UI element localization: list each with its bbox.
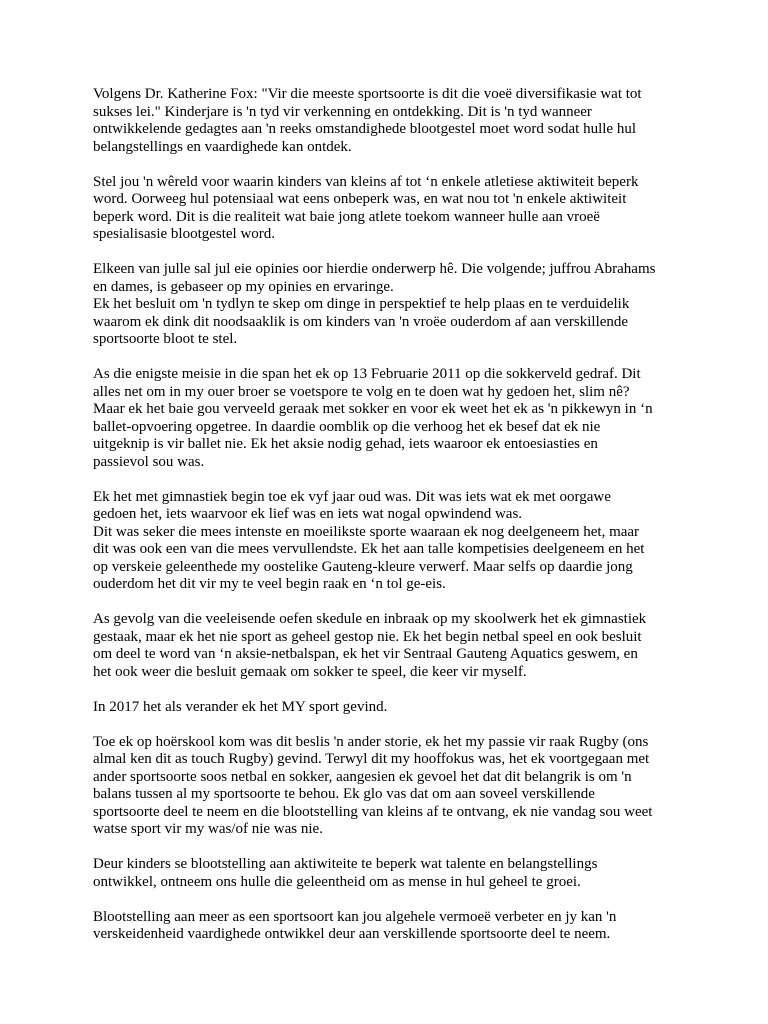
text-line: ouderdom het dit vir my te veel begin raak en ‘n tol ge-eis. <box>93 576 446 592</box>
text-line: Maar ek het baie gou verveeld geraak met sokker en voor ek weet het ek as 'n pikkewyn in ‘n <box>93 401 653 417</box>
text-line: ontwikkelende gedagtes aan 'n reeks omstandighede blootgestel moet word sodat hulle hul <box>93 121 636 137</box>
paragraph <box>93 489 693 594</box>
text-line: gedoen het, iets waarvoor ek lief was en iets wat nogal opwindend was. <box>93 506 523 522</box>
text-line: het ook weer die besluit gemaak om sokker te speel, die keer vir myself. <box>93 663 527 680</box>
text-line: spesialisasie blootgestel word. <box>93 226 276 242</box>
paragraph <box>93 909 693 944</box>
text-line: As gevolg van die veeleisende oefen skedule en inbraak op my skoolwerk het ek gimnastiek <box>93 611 647 627</box>
text-line: Blootstelling aan meer as een sportsoort kan jou algehele vermoeë verbeter en jy kan 'n <box>93 908 617 925</box>
paragraph <box>93 856 693 891</box>
text-line: sportsoorte deel te neem en die blootstelling van kleins af te ontvang, ek nie vandag sou weet <box>93 803 653 820</box>
text-line: Dit was seker die mees intenste en moeilikste sporte waaraan ek nog deelgeneem het, maar <box>93 523 640 540</box>
text-line: ander sportsoorte soos netbal en sokker, aangesien ek gevoel het dat dit belangrik is om 'n <box>93 768 632 785</box>
text-line: beperk word. Dit is die realiteit wat baie jong atlete toekom wanneer hulle aan vroeë <box>93 208 600 225</box>
text-line: Stel jou 'n wêreld voor waarin kinders van kleins af tot ‘n enkele atletiese aktiwiteit beperk <box>93 173 639 190</box>
text-line: gestaak, maar ek het nie sport as geheel gestop nie. Ek het begin netbal speel en ook besluit <box>93 628 642 645</box>
text-line: dit was ook een van die mees vervullendste. Ek het aan talle kompetisies deelgeneem en het <box>93 541 645 557</box>
text-line: sportsoorte bloot te stel. <box>93 331 238 347</box>
paragraph <box>93 611 693 681</box>
text-line: Deur kinders se blootstelling aan aktiwiteite te beperk wat talente en belangstellings <box>93 856 598 872</box>
text-line: alles net om in my ouer broer se voetspore te volg en te doen wat hy gedoen het, slim nê? <box>93 383 630 400</box>
paragraph <box>93 174 693 244</box>
text-line: Ek het met gimnastiek begin toe ek vyf jaar oud was. Dit was iets wat ek met oorgawe <box>93 488 611 505</box>
text-line: Elkeen van julle sal jul eie opinies oor hierdie onderwerp hê. Die volgende; juffrou Abrahams <box>93 261 656 277</box>
document-page <box>93 86 693 961</box>
text-line: belangstellings en vaardighede kan ontdek. <box>93 138 352 155</box>
paragraph <box>93 261 693 349</box>
text-line: Volgens Dr. Katherine Fox: "Vir die meeste sportsoorte is dit die voeë diversifikasie wat tot <box>93 86 642 102</box>
text-line: op verskeie geleenthede my oostelike Gauteng-kleure verwerf. Maar selfs op daardie jong <box>93 558 633 575</box>
text-line: almal ken dit as touch Rugby) gevind. Terwyl dit my hooffokus was, het ek voortgegaan met <box>93 751 650 767</box>
text-line: sukses lei." Kinderjare is 'n tyd vir verkenning en ontdekking. Dit is 'n tyd wanneer <box>93 103 592 120</box>
paragraph <box>93 734 693 839</box>
text-line: passievol sou was. <box>93 453 205 470</box>
text-line: watse sport vir my was/of nie was nie. <box>93 821 323 837</box>
text-line: en dames, is gebaseer op my opinies en ervaringe. <box>93 278 394 295</box>
text-line: waarom ek dink dit noodsaaklik is om kinders van 'n vroëe ouderdom af aan verskillende <box>93 313 629 330</box>
text-line: om deel te word van ‘n aksie-netbalspan, ek het vir Sentraal Gauteng Aquatics geswem, en <box>93 646 638 662</box>
text-line: Ek het besluit om 'n tydlyn te skep om dinge in perspektief te help plaas en te verduidelik <box>93 296 630 312</box>
text-line: word. Oorweeg hul potensiaal wat eens onbeperk was, en wat nou tot 'n enkele aktiwiteit <box>93 191 627 207</box>
text-line: As die enigste meisie in die span het ek op 13 Februarie 2011 op die sokkerveld gedraf. Dit <box>93 366 641 382</box>
text-line: ontwikkel, ontneem ons hulle die geleentheid om as mense in hul geheel te groei. <box>93 873 581 890</box>
text-line: uitgeknip is vir ballet nie. Ek het aksie nodig gehad, iets waaroor ek entoesiasties en <box>93 436 598 452</box>
paragraph <box>93 86 693 156</box>
paragraph <box>93 699 693 717</box>
text-line: Toe ek op hoërskool kom was dit beslis 'n ander storie, ek het my passie vir raak Rugby (ons <box>93 733 649 750</box>
text-line: balans tussen al my sportsoorte te behou. Ek glo vas dat om aan soveel verskillende <box>93 786 595 802</box>
text-line: ballet-opvoering opgetree. In daardie oomblik op die verhoog het ek besef dat ek nie <box>93 418 601 435</box>
text-line: verskeidenheid vaardighede ontwikkel deur aan verskillende sportsoorte deel te neem. <box>93 926 611 942</box>
text-line: In 2017 het als verander ek het MY sport gevind. <box>93 698 388 715</box>
paragraph <box>93 366 693 471</box>
